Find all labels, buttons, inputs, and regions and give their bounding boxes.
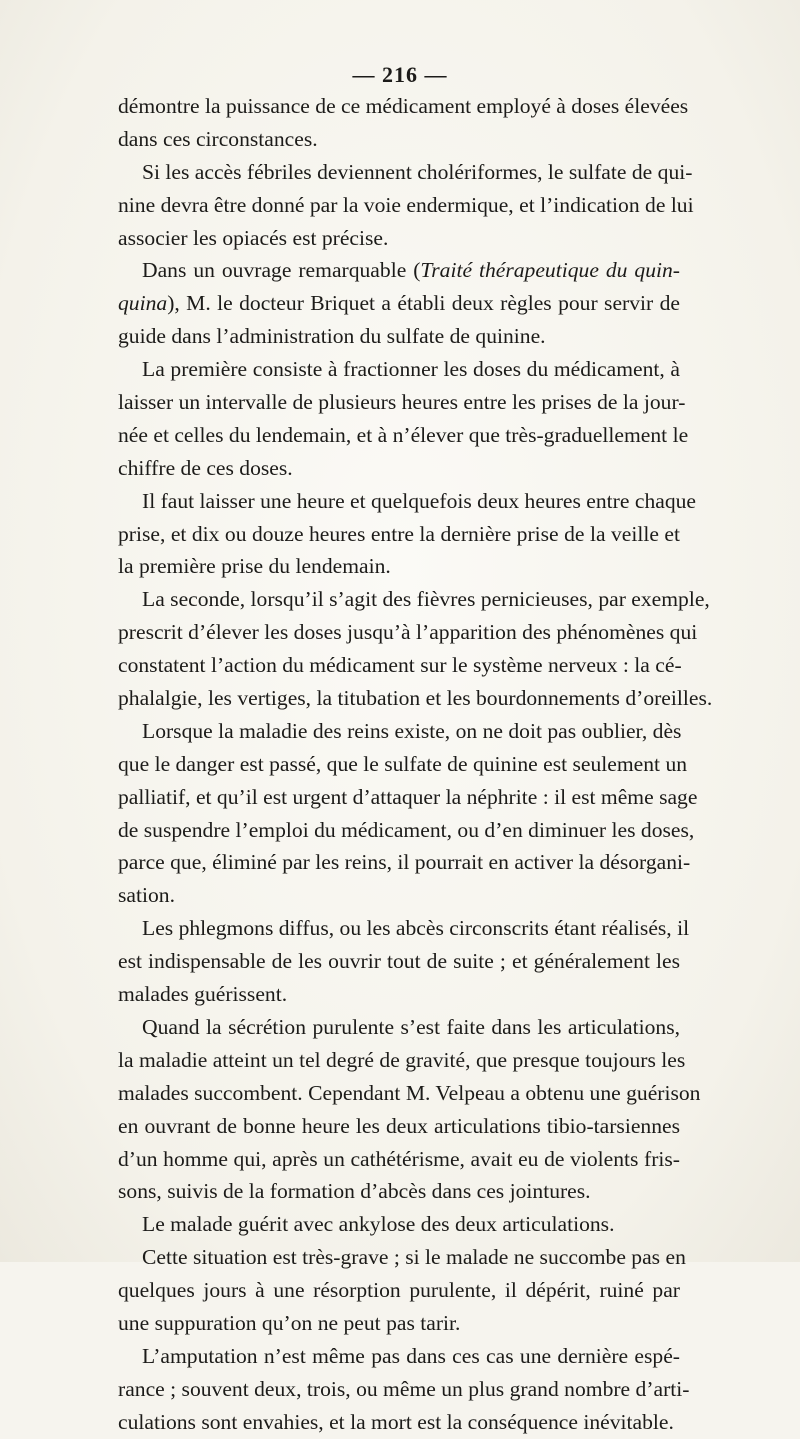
- text-line: L’amputation n’est même pas dans ces cas une dernière espé-: [142, 1343, 680, 1368]
- text-line: en ouvrant de bonne heure les deux articulations tibio-tarsiennes: [118, 1113, 680, 1138]
- text-line: parce que, éliminé par les reins, il pourrait en activer la désorgani-: [118, 850, 691, 875]
- text-line: Lorsque la maladie des reins existe, on ne doit pas oublier, dès: [142, 718, 682, 743]
- text-line: quelques jours à une résorption purulente, il dépérit, ruiné par: [118, 1278, 680, 1303]
- text-line: associer les opiacés est précise.: [118, 225, 389, 250]
- text-line: La première consiste à fractionner les doses du médicament, à: [142, 357, 680, 382]
- text-line: chiffre de ces doses.: [118, 455, 293, 480]
- text-line: dans ces circonstances.: [118, 126, 318, 151]
- text-line: nine devra être donné par la voie endermique, et l’indication de lui: [118, 192, 694, 217]
- text-line: la première prise du lendemain.: [118, 554, 391, 579]
- text-line: Dans un ouvrage remarquable (Traité thérapeutique du quin-: [142, 258, 680, 283]
- text-line: sation.: [118, 883, 175, 908]
- text-line: d’un homme qui, après un cathétérisme, avait eu de violents fris-: [118, 1146, 680, 1171]
- text-line: La seconde, lorsqu’il s’agit des fièvres pernicieuses, par exemple,: [142, 587, 710, 612]
- text-line: malades succombent. Cependant M. Velpeau a obtenu une guérison: [118, 1080, 701, 1105]
- page-number: — 216 —: [352, 62, 448, 87]
- text-line: phalalgie, les vertiges, la titubation et les bourdonnements d’oreilles.: [118, 686, 713, 711]
- text-line: démontre la puissance de ce médicament employé à doses élevées: [118, 94, 689, 118]
- text-line: née et celles du lendemain, et à n’élever que très-graduellement le: [118, 422, 689, 447]
- text-line: sons, suivis de la formation d’abcès dans ces jointures.: [118, 1179, 591, 1204]
- text-line: Les phlegmons diffus, ou les abcès circonscrits étant réalisés, il: [142, 916, 690, 941]
- text-line: prescrit d’élever les doses jusqu’à l’apparition des phénomènes qui: [118, 620, 698, 645]
- text-line: prise, et dix ou douze heures entre la dernière prise de la veille et: [118, 521, 680, 546]
- text-line: une suppuration qu’on ne peut pas tarir.: [118, 1310, 461, 1335]
- text-line: est indispensable de les ouvrir tout de suite ; et généralement les: [118, 949, 680, 974]
- text-line: malades guérissent.: [118, 982, 288, 1007]
- text-line: Quand la sécrétion purulente s’est faite dans les articulations,: [142, 1014, 680, 1039]
- text-line: de suspendre l’emploi du médicament, ou d’en diminuer les doses,: [118, 817, 695, 842]
- text-line: Si les accès fébriles deviennent cholériformes, le sulfate de qui-: [142, 159, 693, 184]
- text-line: la maladie atteint un tel degré de gravité, que presque toujours les: [118, 1047, 686, 1072]
- text-line: constatent l’action du médicament sur le système nerveux : la cé-: [118, 653, 682, 678]
- text-line: culations sont envahies, et la mort est la conséquence inévitable.: [118, 1409, 674, 1434]
- text-line: quina), M. le docteur Briquet a établi deux règles pour servir de: [118, 291, 680, 316]
- text-line: que le danger est passé, que le sulfate de quinine est seulement un: [118, 751, 688, 776]
- body-text: [118, 90, 713, 1439]
- text-line: Cette situation est très-grave ; si le malade ne succombe pas en: [142, 1245, 686, 1270]
- text-line: rance ; souvent deux, trois, ou même un plus grand nombre d’arti-: [118, 1376, 690, 1401]
- text-line: guide dans l’administration du sulfate de quinine.: [118, 324, 546, 349]
- text-line: laisser un intervalle de plusieurs heures entre les prises de la jour-: [118, 390, 686, 415]
- text-line: palliatif, et qu’il est urgent d’attaquer la néphrite : il est même sage: [118, 784, 698, 809]
- text-line: Le malade guérit avec ankylose des deux articulations.: [142, 1212, 615, 1237]
- text-line: Il faut laisser une heure et quelquefois deux heures entre chaque: [142, 488, 697, 513]
